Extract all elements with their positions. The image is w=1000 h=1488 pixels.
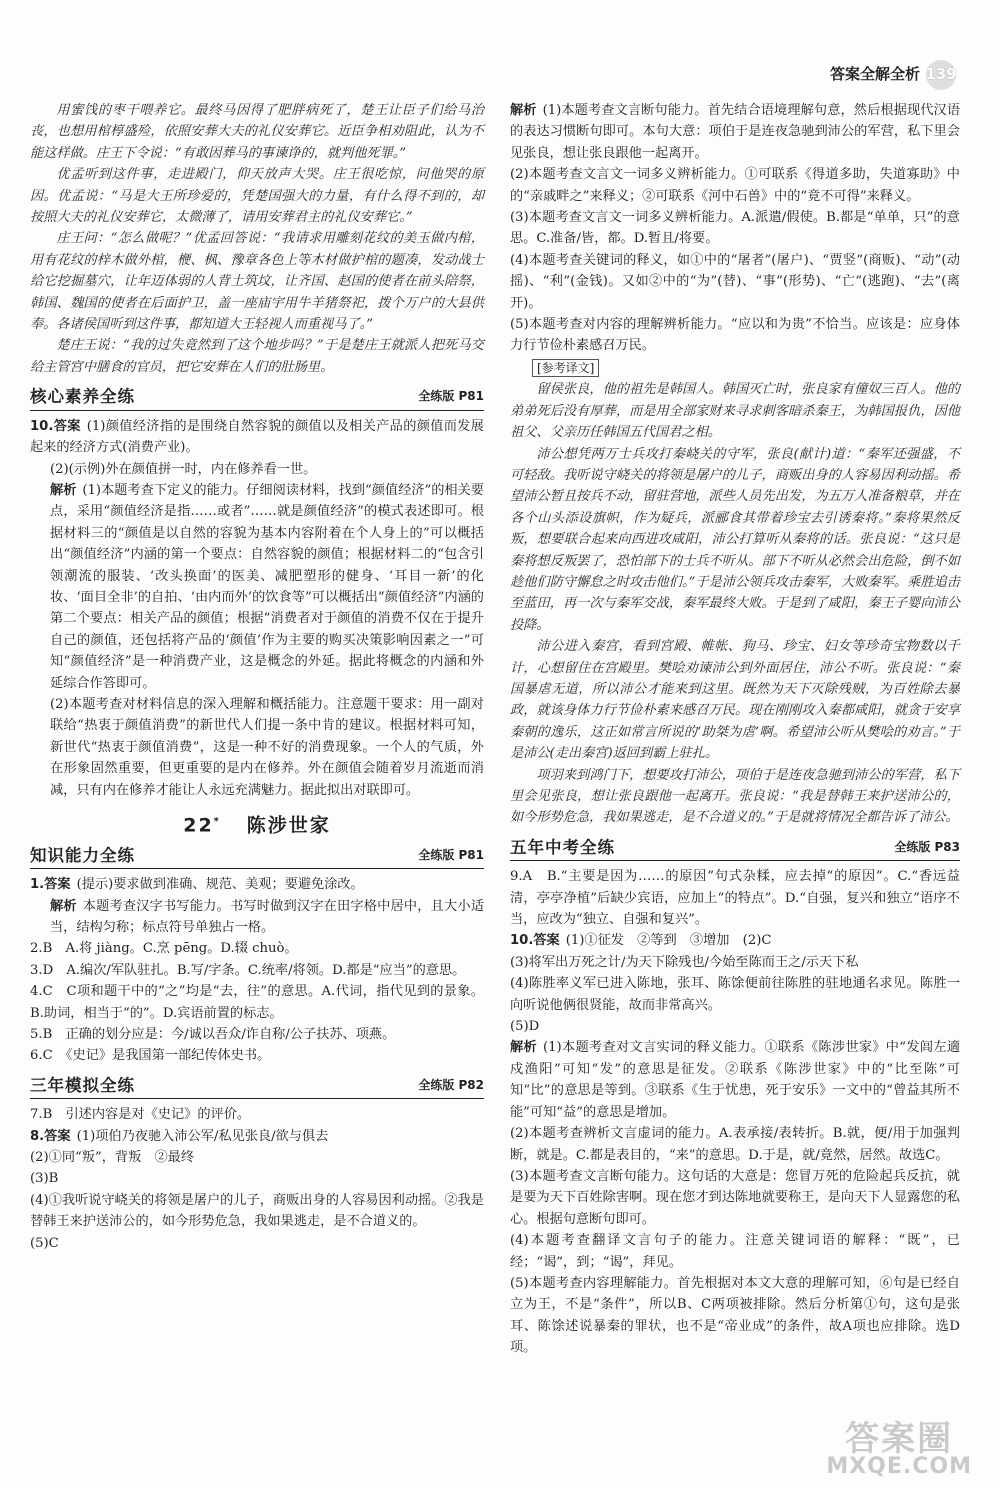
translation-paragraph: 留侯张良，他的祖先是韩国人。韩国灭亡时，张良家有僮奴三百人。他的弟弟死后没有厚葬，而是用全部家财来寻求刺客暗杀秦王，为韩国报仇，因他祖父、父亲历任韩国五代国君之相。 — [510, 382, 960, 441]
answer-text: (提示)要求做到准确、规范、美观；要避免涂改。 — [76, 877, 364, 893]
section-title: 知识能力全练 — [30, 845, 135, 865]
section-five-year — [510, 837, 960, 861]
q-number: 8.答案 — [30, 1128, 71, 1144]
q8-analysis-5: (5)本题考查对内容的理解辨析能力。“应以和为贵”不恰当。应该是：应身体力行节俭朴素感召万民。 — [510, 317, 960, 354]
analysis-text: (1)本题考查下定义的能力。仔细阅读材料，找到“颜值经济”的相关要点，采用“颜值经济是指……或者”……就是颜值经济”的模式表述即可。根据材料三的“颜值是以自然的容貌为基本内容附着在个人身上的”可以概括出“颜值经济”内涵的第一个要点：自然容貌的颜值；根据材料二的“包含引领潮流的服装、‘改头换面’的医美、减肥塑形的健身、‘耳目一新’的化妆、‘面目全非’的自拍、‘由内而外’的饮食等”可以概括出“颜值经济”内涵的第二个要点：相关产品的颜值；根据“消费者对于颜值的消费不仅在于提升自己的颜值，还包括将产品的‘颜值’作为主要的购买决策影响因素之一”可知“颜值经济”是一种消费产业，这是概念的外延。据此将概念的内涵和外延综合作答即可。 — [50, 482, 484, 691]
q1-answer — [30, 874, 484, 895]
q10-answer-2: (2)(示例)外在颜值拼一时，内在修养看一世。 — [50, 461, 317, 477]
translation-paragraph: 沛公想凭两万士兵攻打秦峣关的守军，张良(献计)道：“秦军还强盛，不可轻敌。我听说守峣关的将领是屠户的儿子，商贩出身的人容易因利动摇。希望沛公暂且按兵不动，留驻营地，派些人员先出发，为五万人准备粮草，并在各个山头添设旗帜，作为疑兵，派郦食其带着珍宝去引诱秦将。”秦将果然反叛，想要联合起来向西进攻咸阳，沛公打算听从秦将的话。张良说：“这只是秦将想反叛罢了，恐怕部下的士兵不听从。部下不听从必然会出危险，倒不如趁他们防守懈怠之时攻击他们。”于是沛公领兵攻击秦军，大败秦军。乘胜追击至蓝田，再一次与秦军交战，秦军最终大败。于是到了咸阳，秦王子婴向沛公投降。 — [510, 446, 960, 633]
q8-line: (2)①同“叛”，背叛 ②最终 — [30, 1150, 195, 1166]
q8-answer — [30, 1126, 484, 1147]
chapter-title: 陈涉世家 — [246, 814, 331, 837]
q8-analysis-2: (2)本题考查文言文一词多义辨析能力。①可联系《得道多助，失道寡助》中的“亲戚畔之”来释义；②可联系《河中石兽》中的“竟不可得”来释义。 — [510, 167, 960, 204]
section-title: 核心素养全练 — [30, 387, 135, 407]
q8-analysis-4: (4)本题考查关键词的释义，如①中的“屠者”(屠户)、“贾竖”(商贩)、“动”(动摇)、“利”(金钱)。又如②中的“为”(替)、“事”(形势)、“亡”(逃跑)、“去”(离开)。 — [510, 252, 960, 311]
q2: 2.B A.将 jiàng。C.烹 pēng。D.辍 chuò。 — [30, 941, 298, 957]
analysis-label: 解析 — [50, 482, 77, 498]
q-number: 10.答案 — [510, 933, 560, 949]
q5: 5.B 正确的划分应是：今/诚以吾众/诈自称/公子扶苏、项燕。 — [30, 1026, 396, 1042]
q8-analysis — [510, 100, 960, 164]
q10-analysis — [510, 1037, 960, 1123]
q10-mid-answer — [510, 930, 960, 951]
story-paragraph: 楚庄王说：“我的过失竟然到了这个地步吗？”于是楚庄王就派人把死马交给主管宫中膳食的官员，把它安葬在人们的肚肠里。 — [30, 338, 484, 375]
q10-analysis-2: (2)本题考查辨析文言虚词的能力。A.表承接/表转折。B.就，便/用于加强判断，就是。C.都是表目的，“来”的意思。D.于是，就/竟然，居然。故选C。 — [510, 1126, 960, 1163]
section-ref: 全练版 P81 — [418, 389, 484, 404]
q4: 4.C C项和题干中的“之”均是“去，往”的意思。A.代词，指代见到的景象。B.助词，相当于“的”。D.宾语前置的标志。 — [30, 984, 484, 1021]
analysis-label: 解析 — [510, 103, 537, 118]
right-column — [510, 100, 960, 1359]
section-ref: 全练版 P82 — [418, 1077, 484, 1092]
q10-analysis-4: (4)本题考查翻译文言句子的能力。注意关键词语的解释：“既”，已经；“谒”，到；“谒”，拜见。 — [510, 1233, 960, 1270]
section-knowledge — [30, 845, 484, 869]
q-number: 1.答案 — [30, 877, 71, 893]
watermark-text: 答案圈 — [845, 1419, 954, 1459]
chapter-number: 22 — [183, 814, 214, 837]
q1-analysis — [30, 896, 484, 939]
section-ref: 全练版 P81 — [418, 847, 484, 862]
left-column — [30, 100, 484, 1254]
story-paragraph: 庄王问：“怎么做呢？”优孟回答说：“我请求用雕刻花纹的美玉做内棺，用有花纹的梓木做外棺，楩、枫、豫章各色上等木材做护棺的题凑，发动战士给它挖掘墓穴，让年迈体弱的人背土筑坟，让齐国、赵国的使者在前头陪祭，韩国、魏国的使者在后面护卫，盖一座庙宇用牛羊猪祭祀，拨个万户的大县供奉。各诸侯国听到这件事，都知道大王轻视人而重视马了。” — [30, 231, 484, 333]
page-header — [830, 60, 956, 90]
q9: 9.A B.“主要是因为……的原因”句式杂糅，应去掉“的原因”。C.“香远益清，亭亭净植”后缺少宾语，应加上“的特点”。D.“自强，复兴和独立”语序不当，应改为“独立、自强和复兴”。 — [510, 869, 960, 928]
section-ref: 全练版 P83 — [894, 839, 960, 854]
q10-analysis-3: (3)本题考查文言断句能力。这句话的大意是：您冒万死的危险起兵反抗，就是要为天下百姓除害啊。现在您才到达陈地就要称王，是向天下人显露您的私心。根据句意断句即可。 — [510, 1168, 960, 1227]
analysis-text: (1)本题考查文言断句能力。首先结合语境理解句意，然后根据现代汉语的表达习惯断句即可。本句大意：项伯于是连夜急驰到沛公的军营，私下里会见张良，想让张良跟他一起离开。 — [510, 103, 961, 161]
q7: 7.B 引述内容是对《史记》的评价。 — [30, 1107, 251, 1123]
answer-text: (1)①征发 ②等到 ③增加 (2)C — [565, 933, 772, 949]
q3: 3.D A.编次/军队驻扎。B.写/字条。C.统率/将领。D.都是“应当”的意思。 — [30, 962, 466, 978]
watermark-logo — [826, 1419, 972, 1479]
section-title: 三年模拟全练 — [30, 1075, 135, 1095]
q6: 6.C 《史记》是我国第一部纪传体史书。 — [30, 1048, 271, 1064]
chapter-star: * — [213, 816, 221, 827]
chapter-heading — [30, 811, 484, 837]
answer-text: (1)颜值经济指的是围绕自然容貌的颜值以及相关产品的颜值而发展起来的经济方式(消费产业)。 — [30, 418, 484, 456]
answer-text: (1)项伯乃夜驰入沛公军/私见张良/欲与俱去 — [76, 1128, 329, 1144]
q10-analysis-2: (2)本题考查对材料信息的深入理解和概括能力。注意题干要求：用一副对联给“热衷于颜值消费”的新世代人们提一条中肯的建议。根据材料可知，新世代“热衷于颜值消费”，这是一种不好的消费现象。一个人的气质，外在形象固然重要，但更重要的是内在修养。外在颜值会随着岁月流逝而消减，只有内在修养才能让人永远充满魅力。据此拟出对联即可。 — [50, 696, 484, 798]
page-number: 139 — [926, 60, 956, 90]
analysis-label: 解析 — [50, 898, 77, 914]
story-paragraph: 用蜜饯的枣干喂养它。最终马因得了肥胖病死了，楚王让臣子们给马治丧，也想用棺椁盛殓，依照安葬大夫的礼仪安葬它。近臣争相劝阻此，认为不能这样做。庄王下令说：“有敢因葬马的事谏诤的，就判他死罪。” — [30, 103, 484, 161]
translation-paragraph: 沛公进入秦宫，看到宫殿、帷帐、狗马、珍宝、妇女等珍奇宝物数以千计，心想留住在宫殿里。樊哙劝谏沛公到外面居住，沛公不听。张良说：“秦国暴虐无道，所以沛公才能来到这里。既然为天下灭除残贼，为百姓除去暴政，就该身体力行节俭朴素来感召万民。现在刚刚攻入秦都咸阳，就贪于安享秦朝的逸乐，这正如常言所说的‘助桀为虐’啊。希望沛公听从樊哙的劝言。”于是沛公(走出秦宫)返回到霸上驻扎。 — [510, 639, 960, 762]
q10-analysis-5: (5)本题考查内容理解能力。首先根据对本文大意的理解可知，⑥句是已经自立为王，不是“条件”，所以B、C两项被排除。然后分析第①句，这句是张耳、陈馀述说暴秦的罪状，也不是“帝业成”的条件，故A项也应排除。选D项。 — [510, 1275, 960, 1356]
analysis-label: 解析 — [510, 1040, 537, 1056]
q8-line: (5)C — [30, 1235, 59, 1251]
q10-analysis — [30, 480, 484, 694]
translation-paragraph: 项羽来到鸿门下，想要攻打沛公，项伯于是连夜急驰到沛公的军营，私下里会见张良，想让张良跟他一起离开。张良说：“我是替韩王来护送沛公的，如今形势危急，我如果逃走，是不合道义的。”于是就将情况全都告诉了沛公。 — [510, 767, 960, 826]
q10-line: (4)陈胜率义军已进入陈地，张耳、陈馀便前往陈胜的驻地通名求见。陈胜一向听说他俩很贤能，故而非常高兴。 — [510, 976, 960, 1013]
q10-line: (3)将军出万死之计/为天下除残也/今始至陈而王之/示天下私 — [510, 954, 859, 970]
q8-line: (3)B — [30, 1171, 59, 1187]
analysis-text: (1)本题考查对文言实词的释义能力。①联系《陈涉世家》中“发闾左適戍渔阳”可知“发”的意思是征发。②联系《陈涉世家》中的“比至陈”可知“比”的意思是等到。③联系《生于忧患，死于安乐》一文中的“曾益其所不能”可知“益”的意思是增加。 — [510, 1040, 961, 1120]
q8-analysis-3: (3)本题考查文言文一词多义辨析能力。A.派遣/假使。B.都是“单单，只”的意思。C.准备/皆，都。D.暂且/将要。 — [510, 210, 960, 247]
story-paragraph: 优孟听到这件事，走进殿门，仰天放声大哭。庄王很吃惊，问他哭的原因。优孟说：“马是大王所珍爱的，凭楚国强大的力量，有什么得不到的，却按照大夫的礼仪安葬它，太微薄了，请用安葬君主的礼仪安葬它。” — [30, 167, 484, 226]
analysis-text: 本题考查汉字书写能力。书写时做到汉字在田字格中居中，且大小适当，结构匀称；标点符号单独占一格。 — [50, 898, 485, 935]
watermark-url: MXQE.COM — [826, 1454, 972, 1479]
q10-answer: 10.答案 (1)颜值经济指的是围绕自然容貌的颜值以及相关产品的颜值而发展起来的经济方式(消费产业)。 — [30, 418, 484, 456]
q10-line: (5)D — [510, 1019, 540, 1035]
q8-line: (4)①我听说守峣关的将领是屠户的儿子，商贩出身的人容易因利动摇。②我是替韩王来护送沛公的，如今形势危急，我如果逃走，是不合道义的。 — [30, 1192, 484, 1230]
header-title: 答案全解全析 — [829, 65, 920, 84]
section-three-year — [30, 1075, 484, 1099]
section-core-literacy — [30, 386, 484, 410]
reference-translation-label: [参考译文] — [532, 359, 599, 377]
section-title: 五年中考全练 — [510, 837, 615, 857]
